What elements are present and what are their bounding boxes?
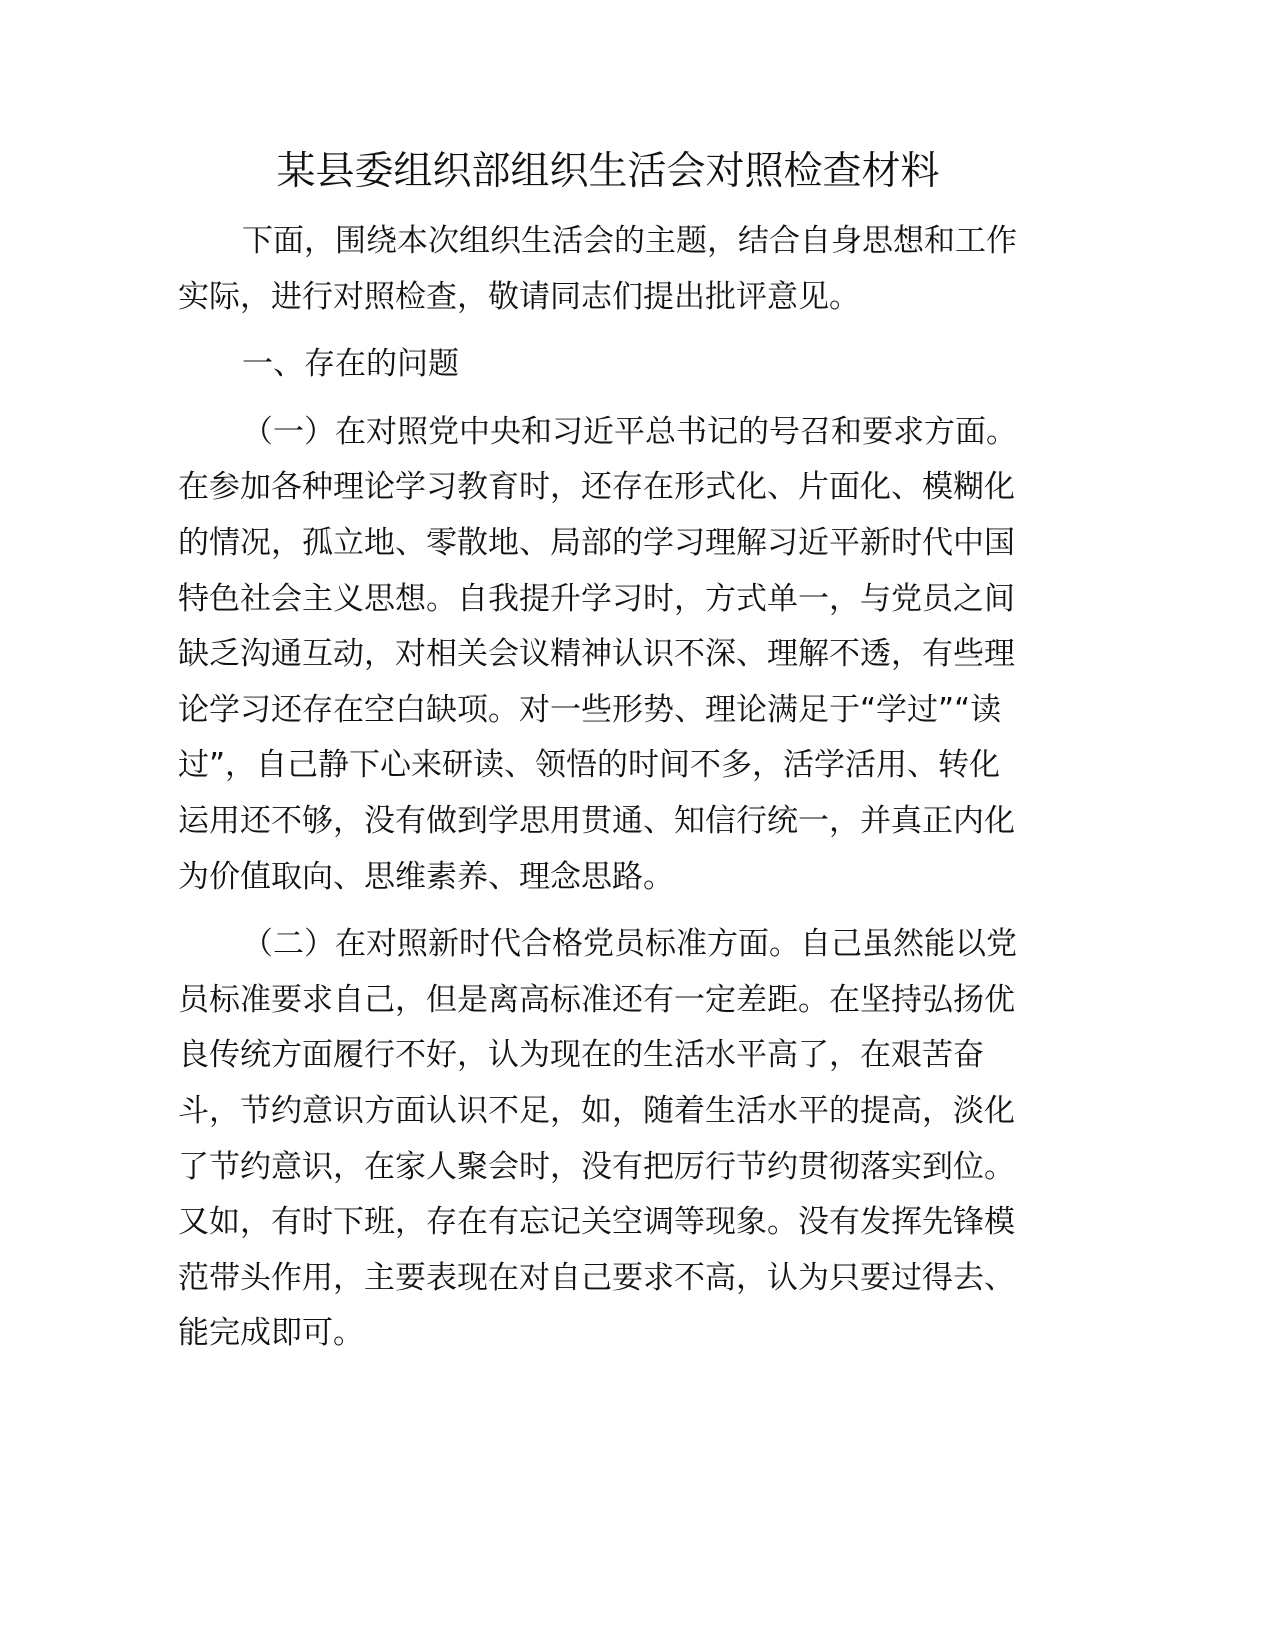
paragraph <box>178 917 1038 1362</box>
text-line: 又如，有时下班，存在有忘记关空调等现象。没有发挥先锋模 <box>178 1204 1015 1241</box>
text-line: （一）在对照党中央和习近平总书记的号召和要求方面。 <box>242 413 1017 450</box>
text-line: 运用还不够，没有做到学思用贯通、知信行统一，并真正内化 <box>178 802 1015 839</box>
text-line: 能完成即可。 <box>178 1315 364 1352</box>
text-line: 过”，自己静下心来研读、领悟的时间不多，活学活用、转化 <box>178 747 1001 784</box>
text-line: 下面，围绕本次组织生活会的主题，结合自身思想和工作 <box>242 223 1017 259</box>
text-line: 论学习还存在空白缺项。对一些形势、理论满足于“学过”“读 <box>178 691 1002 728</box>
text-line: 一、存在的问题 <box>242 346 459 383</box>
text-line: 特色社会主义思想。自我提升学习时，方式单一，与党员之间 <box>178 580 1015 617</box>
text-line: 在参加各种理论学习教育时，还存在形式化、片面化、模糊化 <box>178 469 1015 506</box>
text-line: 员标准要求自己，但是离高标准还有一定差距。在坚持弘扬优 <box>178 981 1015 1018</box>
paragraph <box>178 405 1038 905</box>
text-line: 良传统方面履行不好，认为现在的生活水平高了，在艰苦奋 <box>178 1037 984 1074</box>
text-line: 范带头作用，主要表现在对自己要求不高，认为只要过得去、 <box>178 1259 1015 1296</box>
text-line: 缺乏沟通互动，对相关会议精神认识不深、理解不透，有些理 <box>178 636 1015 673</box>
paragraph <box>178 337 1038 393</box>
document-body <box>178 214 1038 1362</box>
paragraph <box>178 214 1038 325</box>
text-line: （二）在对照新时代合格党员标准方面。自己虽然能以党 <box>242 926 1017 963</box>
document-title: 某县委组织部组织生活会对照检查材料 <box>276 149 940 194</box>
text-line: 了节约意识，在家人聚会时，没有把厉行节约贯彻落实到位。 <box>178 1148 1015 1185</box>
text-line: 为价值取向、思维素养、理念思路。 <box>178 858 674 895</box>
document-page <box>178 144 1038 1374</box>
text-line: 的情况，孤立地、零散地、局部的学习理解习近平新时代中国 <box>178 524 1015 561</box>
text-line: 实际，进行对照检查，敬请同志们提出批评意见。 <box>178 278 860 315</box>
text-line: 斗，节约意识方面认识不足，如，随着生活水平的提高，淡化 <box>178 1092 1015 1129</box>
